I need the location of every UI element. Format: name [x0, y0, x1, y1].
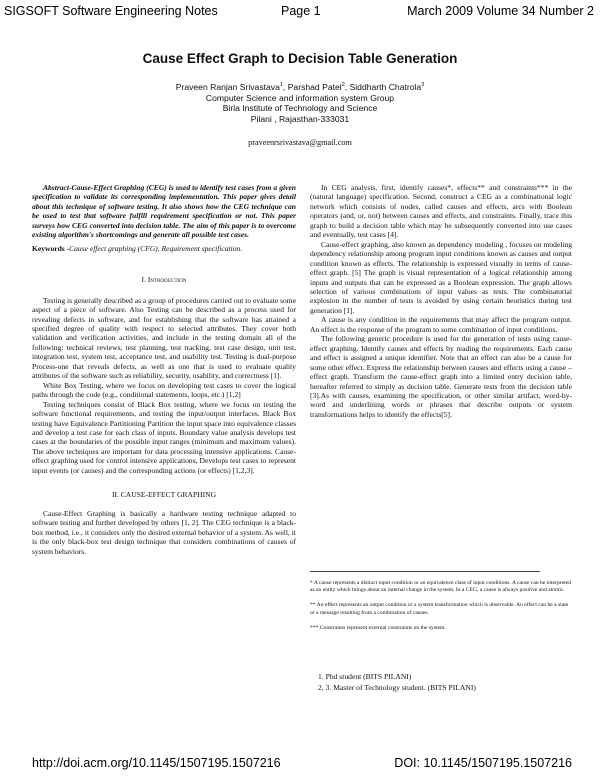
paper-title: Cause Effect Graph to Decision Table Generation — [142, 51, 458, 66]
page-number: Page 1 — [281, 4, 321, 18]
footnote-constraints: *** Constraints represent external constraints on the system. — [310, 624, 446, 631]
intro-paragraph-3: Testing techniques consist of Black Box testing, where we focus on testing the software functional requirements, and testing the input/output interfaces. Black Box testing have Equivalence Partitioning Partition the input space into equivalence classes and develop a test case for each class of inputs. Boundary value analysis develops test cases at the boundaries of the possible input ranges (minimum and maximum values). The above techniques are important for data processing intensive applications. Cause-effect graphing used for control intensive applications, Develops test cases to represent input events (or causes) and the corresponding actions (or effects) [1,2,3]. — [32, 399, 296, 475]
abstract: Abstract-Cause-Effect Graphing (CEG) is used to identify test cases from a given specification to validate its corresponding implementation. This paper gives detail about this technique of software testing. It also shows how the CEG technique can be used to test that software fulfill requirement specification or not. This paper surveys how CEG converted into decision table. The aim of this paper is to overcome existing algorithm's shortcomings and generate all possible test cases. — [32, 183, 296, 240]
intro-paragraph-1: Testing is generally described as a group of procedures carried out to evaluate some aspect of a piece of software. Also Testing can be described as a process used for revealing defects in software, and for establishing that the software has attained a specified degree of quality with respect to selected attributes. They cover both validation and verification activities, and include in the testing domain all of the following: technical reviews, test planning, test tracking, test case design, unit test, integration test, system test, acceptance test, and usability test. Testing is dual-purpose Process-one that reveals defects, as well as one that is used to evaluate quality attributes of the software such as reliability, security, usability, and correctness [1]. — [32, 295, 296, 381]
right-paragraph-2: Cause-effect graphing, also known as dependency modeling , focuses on modeling dependency relationship among program input conditions known as causes and output condition known as effects. The relationship is expressed visually in terms of cause-effect graph. [5] The graph is visual representation of a logical relationship among inputs and outputs that can be expressed as a Boolean expression. The graph allows selection of various combinations of input values as tests. The combinatorial explosion in the number of tests is avoided by using certain heuristics during test generation [1]. — [310, 239, 572, 315]
journal-name: SIGSOFT Software Engineering Notes — [4, 4, 218, 18]
intro-paragraph-2: White Box Testing, where we focus on developing test cases to cover the logical paths through the code (e.g., conditional statements, loops, etc.) [1,2] — [32, 380, 296, 400]
right-paragraph-3: A cause is any condition in the requirements that may affect the program output. An effect is the response of the program to some combination of input conditions. — [310, 315, 572, 334]
author-names: Praveen Ranjan Srivastava$^1$, Parshad Patel$^2$, Siddharth Chatrola$^3$ — [175, 81, 425, 92]
right-paragraph-1: In CEG analysis, first, identify causes*, effects** and constraints*** in the (natural language) specification. Second, construct a CEG as a combinational logic network which consists of nodes, called causes and effects, arcs with Boolean operators (and, or, not) between causes and effects, and constraints. Finally, trace this graph to build a decision table which may be subsequently converted into use cases and eventually, test cases [4]. — [310, 183, 572, 240]
left-column — [32, 183, 296, 556]
city: Pilani , Rajasthan-333031 — [250, 114, 350, 125]
author-note-2: 2, 3. Master of Technology student. (BITS PILANI) — [318, 682, 476, 692]
author-email: praveenrsrivastava@gmail.com — [248, 138, 352, 147]
author-notes — [318, 672, 476, 693]
author-block — [0, 80, 600, 125]
institute: Birla Institute of Technology and Science — [222, 103, 378, 114]
footnote-divider — [310, 571, 540, 572]
issue-info: March 2009 Volume 34 Number 2 — [407, 4, 594, 18]
section-heading-cause-effect: II. CAUSE-EFFECT GRAPHING — [111, 490, 217, 500]
author-note-1: 1. Phd student (BITS PILANI) — [318, 672, 412, 681]
section-heading-introduction: I. Introduction — [141, 275, 187, 285]
running-header — [0, 4, 600, 20]
doi-link[interactable]: http://doi.acm.org/10.1145/1507195.1507216 — [32, 756, 281, 770]
footnote-effect: ** An effect represents an output condition or a system transformation which is observable. An effect can be a state or a message resulting from a combination of causes. — [310, 602, 569, 616]
right-paragraph-4: The following generic procedure is used for the generation of tests using cause-effect graphing. Identify causes and effects by reading the requirements. Each cause and effect is assigned a unique identifier. Note that an effect can also be a cause for some other effect. Express the relationship between causes and effects using a cause –effect graph. Transform the cause-effect graph into a limited entry decision table, hereafter referred to simply as decision table. Generate tests from the decision table [3].As with causes, examining the specification, or other similar artifact, word-by-word and underlining words or phrases that describe outputs or system transformations helps to identify the effects[5]. — [310, 334, 572, 419]
ceg-paragraph-1: Cause-Effect Graphing is basically a hardware testing technique adapted to software testing and further developed by others [1, 2]. The CEG technique is a black-box method, i.e., it considers only the desired external behavior of a system. As well, it is the only black-box test design technique that considers combinations of causes of system behaviors. — [32, 508, 296, 556]
department: Computer Science and information system Group — [205, 92, 395, 103]
doi-text: DOI: 10.1145/1507195.1507216 — [394, 756, 572, 770]
right-column — [310, 183, 572, 419]
footnote-cause: * A cause represents a distinct input condition or an equivalence class of input conditions. A cause can be interpreted as an entity which brings about an internal change in the system. In a CEG, a cause is always positive and atomic. — [310, 580, 571, 594]
keywords: Keywords -Cause effect graphing (CFG), Requirement specification. — [32, 243, 243, 253]
running-footer — [0, 756, 600, 772]
footnotes — [310, 580, 572, 632]
